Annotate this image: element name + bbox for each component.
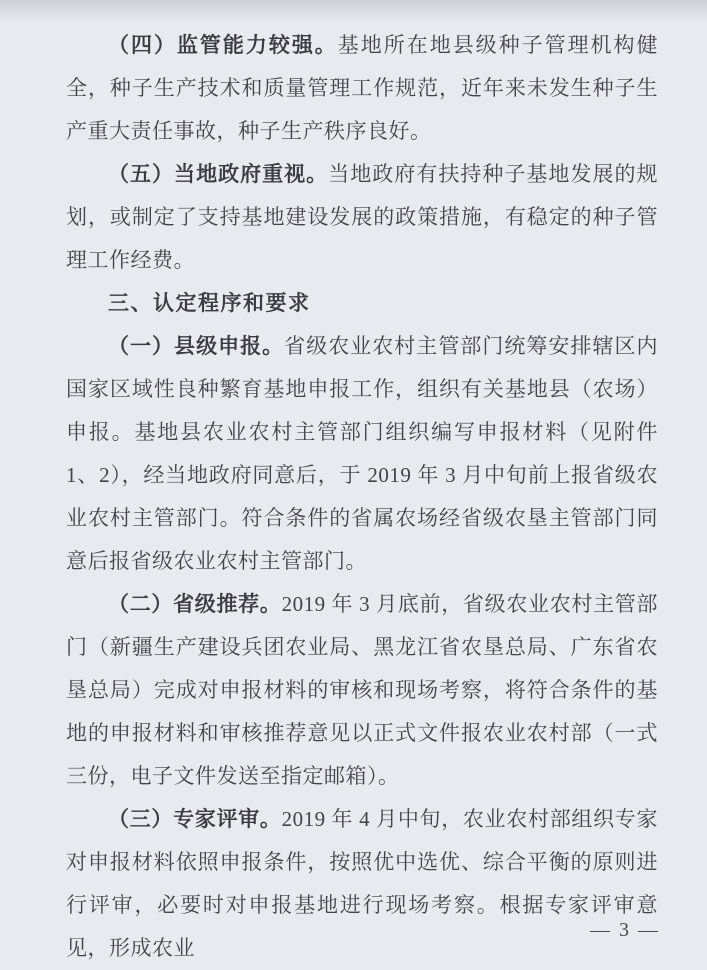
paragraph-lead: （四）监管能力较强。: [108, 33, 338, 57]
paragraph: [66, 24, 658, 153]
page-number: — 3 —: [590, 919, 660, 941]
paragraph-text: 基地所在地县级种子管理机构健全，种子生产技术和质量管理工作规范，近年来未发生种子生产重大责任事故，种子生产秩序良好。: [66, 33, 659, 143]
paragraph: [66, 325, 658, 583]
section-heading: 三、认定程序和要求: [108, 292, 311, 315]
paragraph-lead: （二）省级推荐。: [108, 592, 282, 616]
scan-shadow: [0, 0, 707, 22]
paragraph-text: 2019 年 3 月底前，省级农业农村主管部门（新疆生产建设兵团农业局、黑龙江省农垦总局、广东省农垦总局）完成对申报材料的审核和现场考察，将符合条件的基地的申报材料和审核推荐意见以正式文件报农业农村部（一式三份，电子文件发送至指定邮箱）。: [66, 592, 659, 788]
paragraph-lead: （三）专家评审。: [108, 807, 282, 831]
paragraph: [66, 798, 658, 970]
paragraph-text: 当地政府有扶持种子基地发展的规划，或制定了支持基地建设发展的政策措施，有稳定的种子管理工作经费。: [66, 162, 659, 272]
paragraph: [66, 583, 658, 798]
paragraph-lead: （五）当地政府重视。: [108, 162, 329, 186]
document-body: [66, 24, 658, 970]
paragraph-lead: （一）县级申报。: [108, 334, 285, 358]
paragraph-text: 2019 年 4 月中旬，农业农村部组织专家对申报材料依照申报条件，按照优中选优、综合平衡的原则进行评审，必要时对申报基地进行现场考察。根据专家评审意见，形成农业: [66, 807, 659, 960]
paragraph: [66, 153, 658, 282]
paragraph-text: 省级农业农村主管部门统筹安排辖区内国家区域性良种繁育基地申报工作，组织有关基地县（农场）申报。基地县农业农村主管部门组织编写申报材料（见附件 1、2），经当地政府同意后，于 2019 年 3 月中旬前上报省级农业农村主管部门。符合条件的省属农场经省级农垦主管部门同意后报省级农业农村主管部门。: [66, 334, 659, 573]
